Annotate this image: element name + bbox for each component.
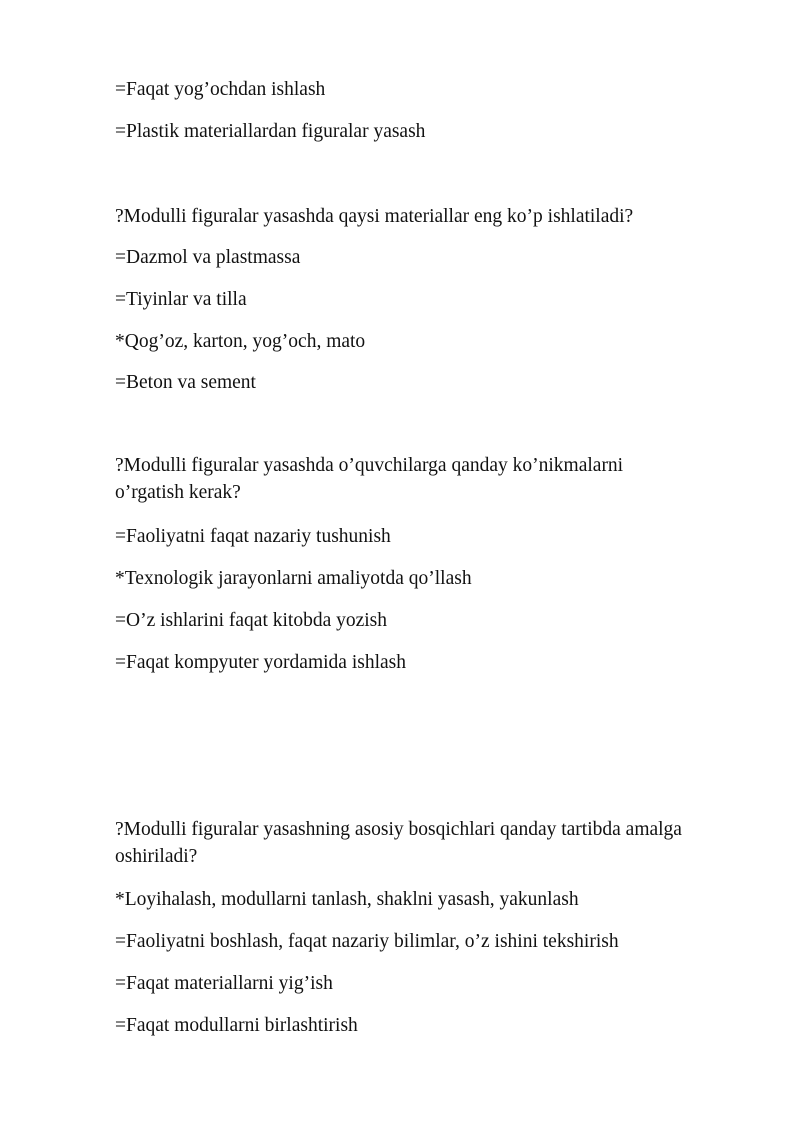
answer-option: =Tiyinlar va tilla xyxy=(115,289,247,310)
answer-option: =Faoliyatni faqat nazariy tushunish xyxy=(115,526,391,547)
answer-option: =Beton va sement xyxy=(115,372,256,393)
answer-option: =Faqat yog’ochdan ishlash xyxy=(115,79,326,100)
correct-answer-option: *Loyihalash, modullarni tanlash, shaklni yasash, yakunlash xyxy=(115,889,579,910)
answer-option: =Faqat materiallarni yig’ish xyxy=(115,973,333,994)
question-text: ?Modulli figuralar yasashda qaysi materiallar eng ko’p ishlatiladi? xyxy=(115,206,634,227)
question-text: ?Modulli figuralar yasashda o’quvchilarga qanday ko’nikmalarni o’rgatish kerak? xyxy=(115,455,624,503)
question-text: ?Modulli figuralar yasashning asosiy bosqichlari qanday tartibda amalga oshiriladi? xyxy=(115,819,682,867)
answer-option: =Faqat modullarni birlashtirish xyxy=(115,1015,358,1036)
answer-option: =O’z ishlarini faqat kitobda yozish xyxy=(115,610,388,631)
correct-answer-option: *Qog’oz, karton, yog’och, mato xyxy=(115,331,366,352)
answer-option: =Plastik materiallardan figuralar yasash xyxy=(115,121,426,142)
correct-answer-option: *Texnologik jarayonlarni amaliyotda qo’llash xyxy=(115,568,472,589)
answer-option: =Faoliyatni boshlash, faqat nazariy bilimlar, o’z ishini tekshirish xyxy=(115,931,619,952)
answer-option: =Faqat kompyuter yordamida ishlash xyxy=(115,652,406,673)
answer-option: =Dazmol va plastmassa xyxy=(115,247,301,268)
